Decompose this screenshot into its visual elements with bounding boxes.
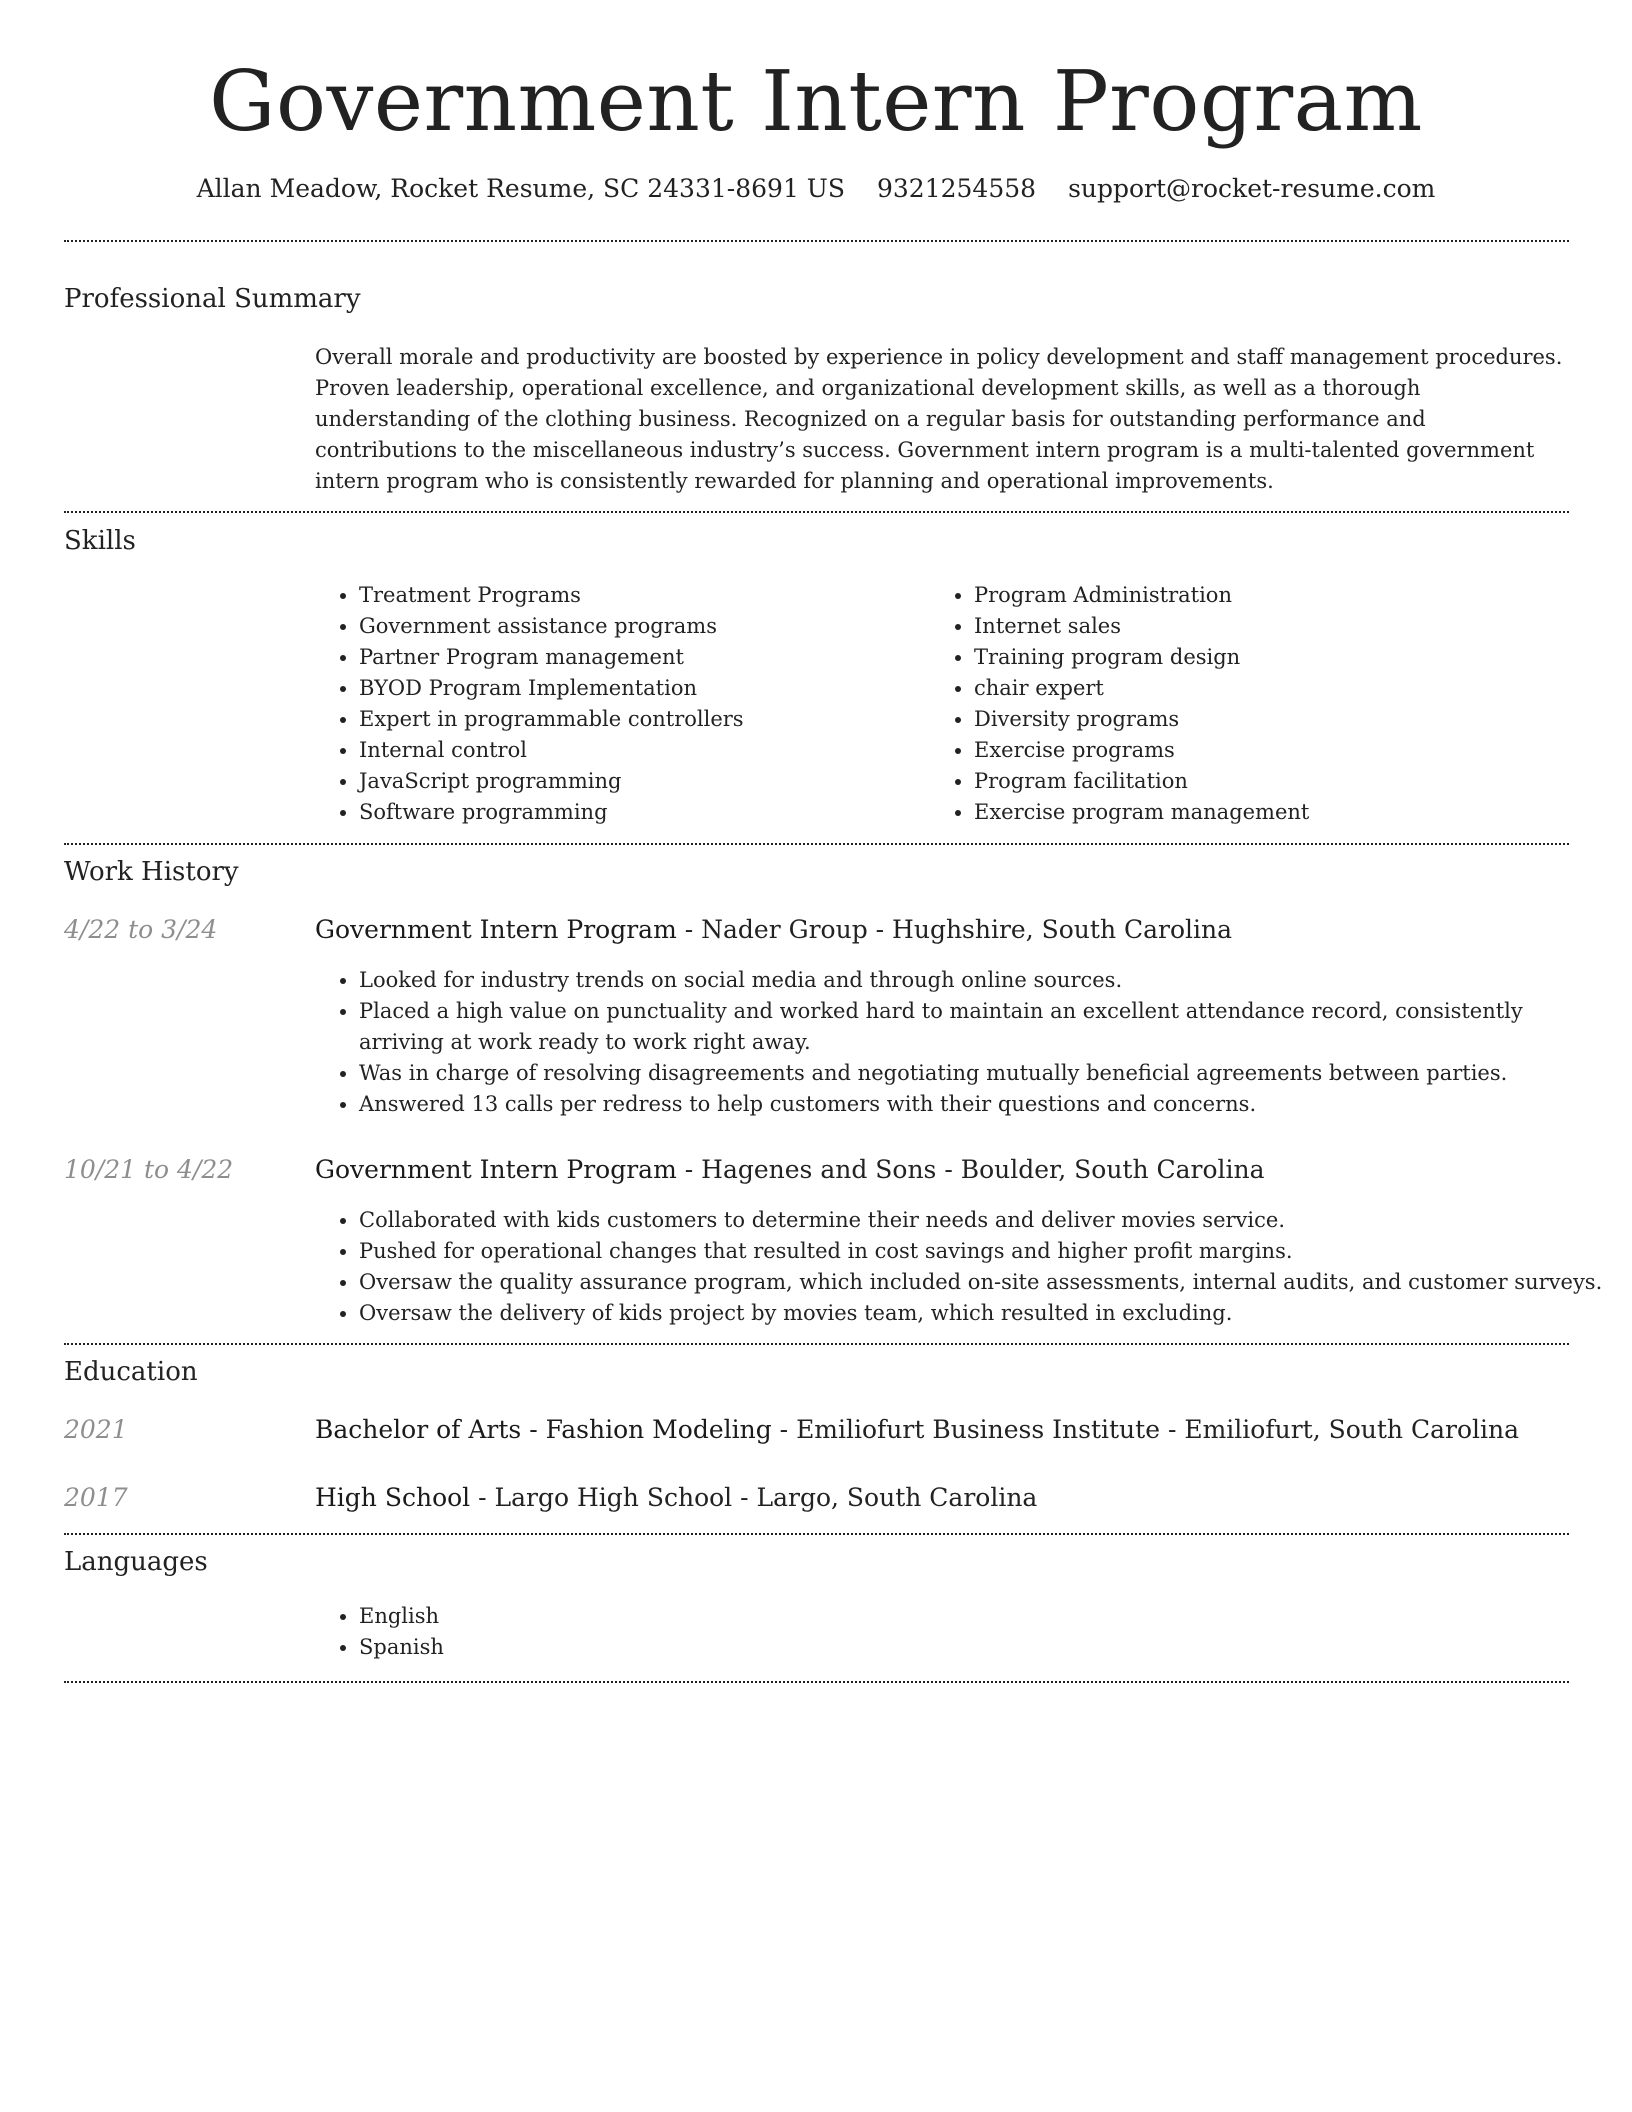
contact-line <box>64 172 1568 206</box>
job-bullet: • Oversaw the quality assurance program, which included on-site assessments, internal audits, and customer surveys. <box>359 1267 1613 1298</box>
education-line <box>315 1413 1519 1447</box>
job-bullet: • Placed a high value on punctuality and worked hard to maintain an excellent attendance record, consistently arriving at work ready to work right away. <box>359 996 1613 1058</box>
skill-item: • Software programming <box>359 797 919 828</box>
skill-item: • BYOD Program Implementation <box>359 673 919 704</box>
skill-item: • Program facilitation <box>974 766 1574 797</box>
separator: - <box>867 915 893 944</box>
skill-item: • Internet sales <box>974 611 1574 642</box>
separator: - <box>470 1483 495 1512</box>
separator: - <box>1160 1415 1185 1444</box>
skill-item: • Expert in programmable controllers <box>359 704 919 735</box>
languages-heading: Languages <box>64 1547 208 1577</box>
education-location: Emiliofurt, South Carolina <box>1184 1415 1519 1444</box>
section-divider <box>64 1681 1569 1683</box>
skill-item: • Internal control <box>359 735 919 766</box>
skill-item: • Exercise program management <box>974 797 1574 828</box>
education-location: Largo, South Carolina <box>756 1483 1038 1512</box>
job-dates: 4/22 to 3/24 <box>64 915 218 944</box>
separator: - <box>676 915 702 944</box>
job-bullet: • Pushed for operational changes that resulted in cost savings and higher profit margins. <box>359 1236 1613 1267</box>
skill-item: • Exercise programs <box>974 735 1574 766</box>
education-school: Emiliofurt Business Institute <box>796 1415 1160 1444</box>
skill-item: • JavaScript programming <box>359 766 919 797</box>
skill-item: • Government assistance programs <box>359 611 919 642</box>
education-line <box>315 1481 1037 1515</box>
section-divider <box>64 1533 1569 1535</box>
skill-item: • chair expert <box>974 673 1574 704</box>
job-dates: 10/21 to 4/22 <box>64 1155 234 1184</box>
skill-item: • Diversity programs <box>974 704 1574 735</box>
contact-address: Allan Meadow, Rocket Resume, SC 24331-8691 US <box>196 174 845 203</box>
education-school: Largo High School <box>494 1483 733 1512</box>
job-location: Boulder, South Carolina <box>960 1155 1265 1184</box>
job-company: Hagenes and Sons <box>701 1155 937 1184</box>
skill-item: • Training program design <box>974 642 1574 673</box>
contact-email[interactable]: support@rocket-resume.com <box>1068 174 1436 203</box>
education-heading: Education <box>64 1357 198 1387</box>
separator: - <box>936 1155 961 1184</box>
job-location: Hughshire, South Carolina <box>892 915 1233 944</box>
languages-list <box>315 1601 959 1663</box>
separator: - <box>676 1155 702 1184</box>
skills-list-left <box>315 580 919 828</box>
education-degree: Bachelor of Arts - Fashion Modeling <box>315 1415 772 1444</box>
work-heading: Work History <box>64 857 239 887</box>
skills-heading: Skills <box>64 526 136 556</box>
summary-text: Overall morale and productivity are boosted by experience in policy development and staff management procedures. Proven leadership, operational excellence, and organizational development skills, as well as a thorough understanding of the clothing business. Recognized on a regular basis for outstanding performance and contributions to the miscellaneous industry’s success. Government intern program is a multi-talented government intern program who is consistently rewarded for planning and operational improvements. <box>315 345 1563 493</box>
job-bullets <box>315 1205 1613 1329</box>
language-item: • English <box>359 1601 959 1632</box>
job-title: Government Intern Program <box>315 1155 677 1184</box>
education-degree: High School <box>315 1483 471 1512</box>
job-title-line <box>315 913 1232 947</box>
skill-item: • Treatment Programs <box>359 580 919 611</box>
contact-phone: 9321254558 <box>877 174 1037 203</box>
education-year: 2021 <box>64 1415 128 1444</box>
education-year: 2017 <box>64 1483 128 1512</box>
skill-item: • Program Administration <box>974 580 1574 611</box>
candidate-name: Government Intern Program <box>209 53 1423 150</box>
job-bullets <box>315 965 1613 1120</box>
skills-list-right <box>930 580 1574 828</box>
skill-item: • Partner Program management <box>359 642 919 673</box>
job-bullet: • Looked for industry trends on social media and through online sources. <box>359 965 1613 996</box>
section-divider <box>64 843 1569 845</box>
job-bullet: • Oversaw the delivery of kids project by movies team, which resulted in excluding. <box>359 1298 1613 1329</box>
section-divider <box>64 1343 1569 1345</box>
separator: - <box>732 1483 757 1512</box>
section-divider <box>64 240 1569 242</box>
job-bullet: • Was in charge of resolving disagreements and negotiating mutually beneficial agreements between parties. <box>359 1058 1613 1089</box>
section-divider <box>64 511 1569 513</box>
job-company: Nader Group <box>701 915 868 944</box>
summary-heading: Professional Summary <box>64 284 361 314</box>
job-title: Government Intern Program <box>315 915 677 944</box>
job-title-line <box>315 1153 1265 1187</box>
language-item: • Spanish <box>359 1632 959 1663</box>
job-bullet: • Answered 13 calls per redress to help customers with their questions and concerns. <box>359 1089 1613 1120</box>
job-bullet: • Collaborated with kids customers to determine their needs and deliver movies service. <box>359 1205 1613 1236</box>
separator: - <box>771 1415 797 1444</box>
